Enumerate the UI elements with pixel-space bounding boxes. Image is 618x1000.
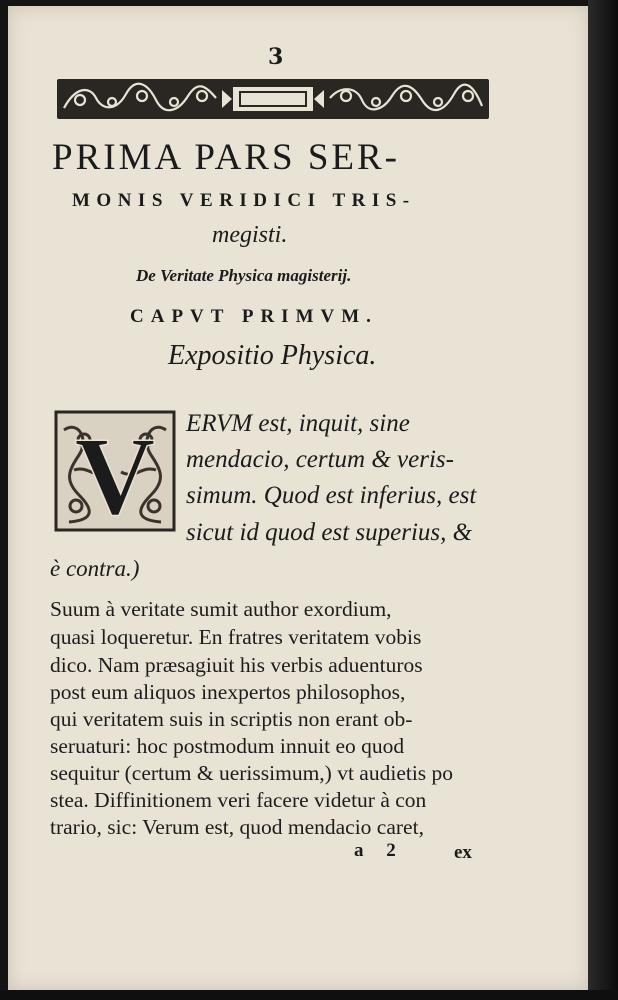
italic-line-5: è contra.) <box>50 556 140 581</box>
decorated-initial-v <box>54 410 176 532</box>
italic-line-1: ERVM est, inquit, sine <box>186 410 410 437</box>
initial-letter: V <box>74 415 156 532</box>
italic-line-2: mendacio, certum & veris- <box>186 446 454 473</box>
ornamental-headpiece <box>56 78 490 120</box>
chapter-heading: CAPVT PRIMVM. <box>130 306 378 327</box>
italic-line-4: sicut id quod est superius, & <box>186 519 473 546</box>
body-line-7: sequitur (certum & uerissimum,) vt audietis po <box>50 761 454 785</box>
catchword: ex <box>454 842 472 863</box>
italic-line-3: simum. Quod est inferius, est <box>186 482 477 509</box>
signature-mark: a 2 <box>354 840 396 861</box>
body-line-4: post eum aliquos inexpertos philosophos, <box>50 680 406 704</box>
body-line-9: trario, sic: Verum est, quod mendacio caret, <box>50 815 424 839</box>
title-line-3: megisti. <box>212 222 288 248</box>
body-line-5: qui veritatem suis in scriptis non erant ob- <box>50 707 413 731</box>
section-heading: Expositio Physica. <box>168 340 377 371</box>
body-line-1: Suum à veritate sumit author exordium, <box>50 597 392 621</box>
title-line-1: PRIMA PARS SER- <box>52 137 400 178</box>
body-line-8: stea. Diffinitionem veri facere videtur à con <box>50 788 427 812</box>
body-line-6: seruaturi: hoc postmodum innuit eo quod <box>50 734 405 758</box>
page-number: 3 <box>268 44 284 70</box>
body-line-2: quasi loqueretur. En fratres veritatem vobis <box>50 625 422 649</box>
subtitle: De Veritate Physica magisterij. <box>136 266 352 285</box>
body-line-3: dico. Nam præsagiuit his verbis aduenturos <box>50 653 423 677</box>
book-bottom-edge <box>0 990 618 1000</box>
title-line-2: MONIS VERIDICI TRIS- <box>72 190 416 211</box>
book-edge <box>588 0 618 1000</box>
